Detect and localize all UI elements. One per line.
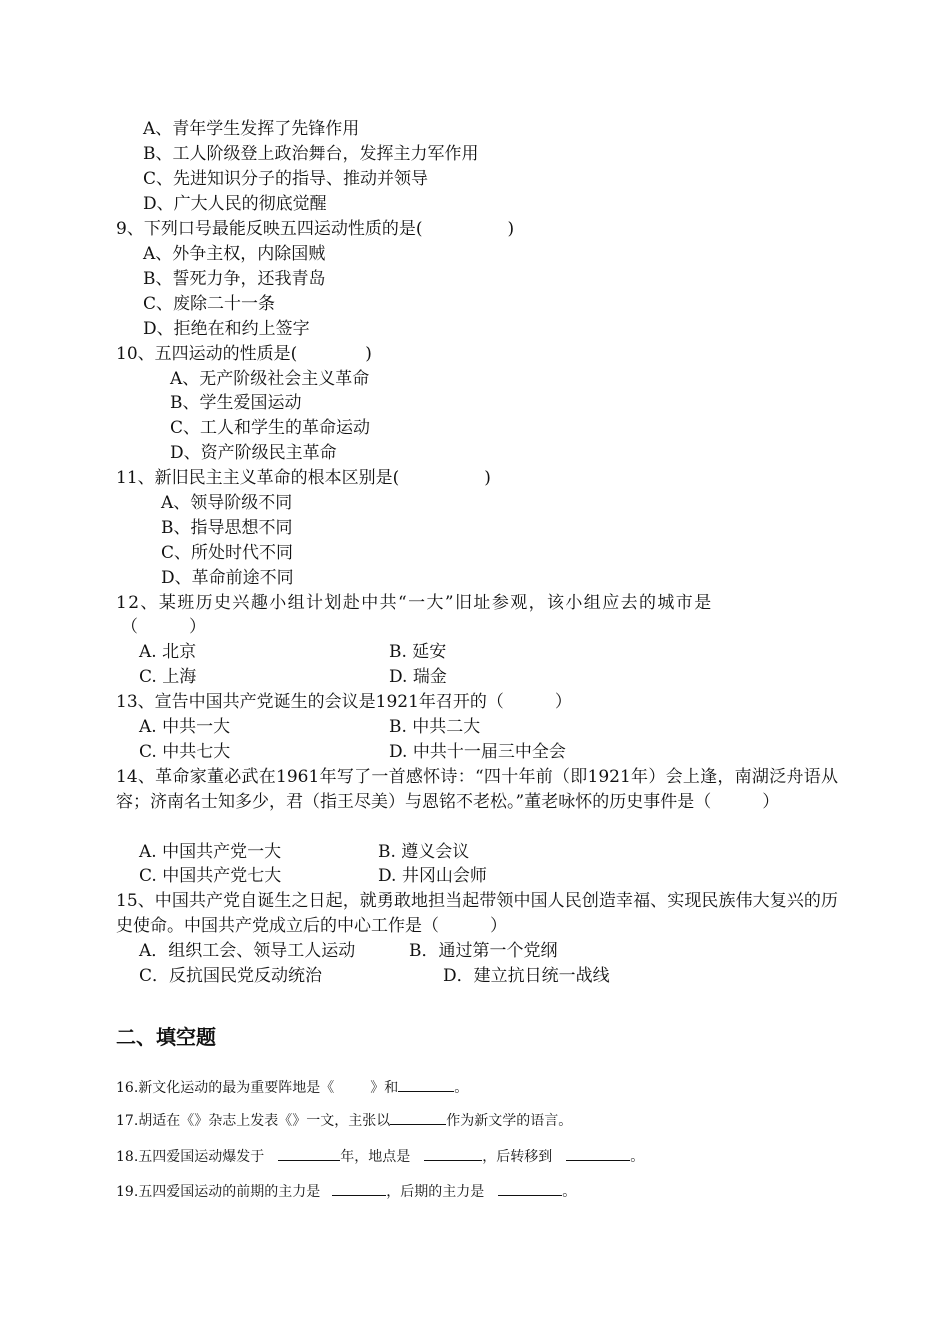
q12-option-b: B. 延安 [389, 642, 447, 662]
q18-blank-moved-to[interactable] [566, 1146, 630, 1161]
q19-blank-late[interactable] [498, 1181, 562, 1196]
q8-option-b: B、工人阶级登上政治舞台，发挥主力军作用 [143, 144, 479, 164]
q12-option-d: D. 瑞金 [389, 667, 447, 687]
section-title-fill-blank: 二、填空题 [116, 1025, 216, 1049]
q17-blank-1[interactable] [390, 1110, 446, 1125]
q15-option-c: C．反抗国民党反动统治 [139, 966, 323, 986]
q14-option-b: B. 遵义会议 [378, 842, 470, 862]
q16-blank-1[interactable] [334, 1078, 370, 1092]
q9-stem: 9、下列口号最能反映五四运动性质的是( ) [116, 219, 515, 239]
q12-answer-bracket: （ ） [121, 617, 206, 637]
q16-fill [116, 1077, 468, 1099]
q19-fill [116, 1181, 576, 1203]
q19-text-a: 19.五四爱国运动的前期的主力是 [116, 1184, 321, 1200]
q9-option-d: D、拒绝在和约上签字 [143, 319, 310, 339]
q13-stem: 13、宣告中国共产党诞生的会议是1921年召开的（ ） [116, 692, 572, 712]
q10-option-b: B、学生爱国运动 [170, 393, 302, 413]
q16-text-a: 16.新文化运动的最为重要阵地是《 [116, 1080, 335, 1096]
q18-blank-place[interactable] [424, 1146, 482, 1161]
q13-option-a: A. 中共一大 [139, 717, 231, 737]
q19-text-b: ，后期的主力是 [386, 1184, 485, 1200]
q11-option-b: B、指导思想不同 [161, 518, 293, 538]
q8-option-c: C、先进知识分子的指导、推动并领导 [143, 169, 429, 189]
q16-text-c: 。 [454, 1080, 469, 1096]
q13-option-d: D. 中共十一届三中全会 [389, 742, 566, 762]
q10-option-d: D、资产阶级民主革命 [170, 443, 337, 463]
q8-option-a: A、青年学生发挥了先锋作用 [143, 119, 360, 139]
q13-option-c: C. 中共七大 [139, 742, 231, 762]
q16-text-b: 》和 [370, 1080, 399, 1096]
q15-option-b: B．通过第一个党纲 [409, 941, 558, 961]
q18-text-c: ，后转移到 [482, 1149, 553, 1165]
q17-text-a: 17.胡适在《》杂志上发表《》一文，主张以 [116, 1113, 391, 1129]
q17-text-b: 作为新文学的语言。 [446, 1113, 573, 1129]
q11-option-c: C、所处时代不同 [161, 543, 294, 563]
q14-option-d: D. 井冈山会师 [378, 866, 487, 886]
q15-option-d: D．建立抗日统一战线 [443, 966, 610, 986]
q18-text-d: 。 [630, 1149, 645, 1165]
q19-blank-early[interactable] [332, 1181, 386, 1196]
q10-option-a: A、无产阶级社会主义革命 [170, 369, 370, 389]
q16-blank-2[interactable] [398, 1077, 454, 1092]
q12-option-c: C. 上海 [139, 667, 197, 687]
q15-option-a: A．组织工会、领导工人运动 [139, 941, 356, 961]
q10-stem: 10、五四运动的性质是( ) [116, 344, 372, 364]
q14-option-c: C. 中国共产党七大 [139, 866, 282, 886]
q14-stem: 14、革命家董必武在1961年写了一首感怀诗：“四十年前（即1921年）会上逢，南湖泛舟语从容；济南名士知多少，君（指王尽美）与恩铭不老松。”董老咏怀的历史事件是（ ） [116, 767, 838, 812]
q13-option-b: B. 中共二大 [389, 717, 481, 737]
q9-option-c: C、废除二十一条 [143, 294, 276, 314]
q18-text-a: 18.五四爱国运动爆发于 [116, 1149, 265, 1165]
q9-option-a: A、外争主权，内除国贼 [143, 244, 326, 264]
q17-fill [116, 1110, 572, 1132]
q15-stem: 15、中国共产党自诞生之日起，就勇敢地担当起带领中国人民创造幸福、实现民族伟大复兴的历史使命。中国共产党成立后的中心工作是（ ） [116, 891, 838, 936]
q18-blank-year[interactable] [278, 1146, 340, 1161]
q8-option-d: D、广大人民的彻底觉醒 [143, 194, 327, 214]
q18-fill [116, 1146, 644, 1168]
q19-text-c: 。 [562, 1184, 577, 1200]
q10-option-c: C、工人和学生的革命运动 [170, 418, 371, 438]
q14-option-a: A. 中国共产党一大 [139, 842, 282, 862]
q12-option-a: A. 北京 [139, 642, 197, 662]
q11-option-d: D、革命前途不同 [161, 568, 294, 588]
q12-stem: 12、某班历史兴趣小组计划赴中共“一大”旧址参观，该小组应去的城市是 [116, 593, 713, 613]
q11-option-a: A、领导阶级不同 [161, 493, 293, 513]
q11-stem: 11、新旧民主主义革命的根本区别是( ) [116, 468, 491, 488]
q18-text-b: 年，地点是 [340, 1149, 411, 1165]
q9-option-b: B、誓死力争，还我青岛 [143, 269, 326, 289]
